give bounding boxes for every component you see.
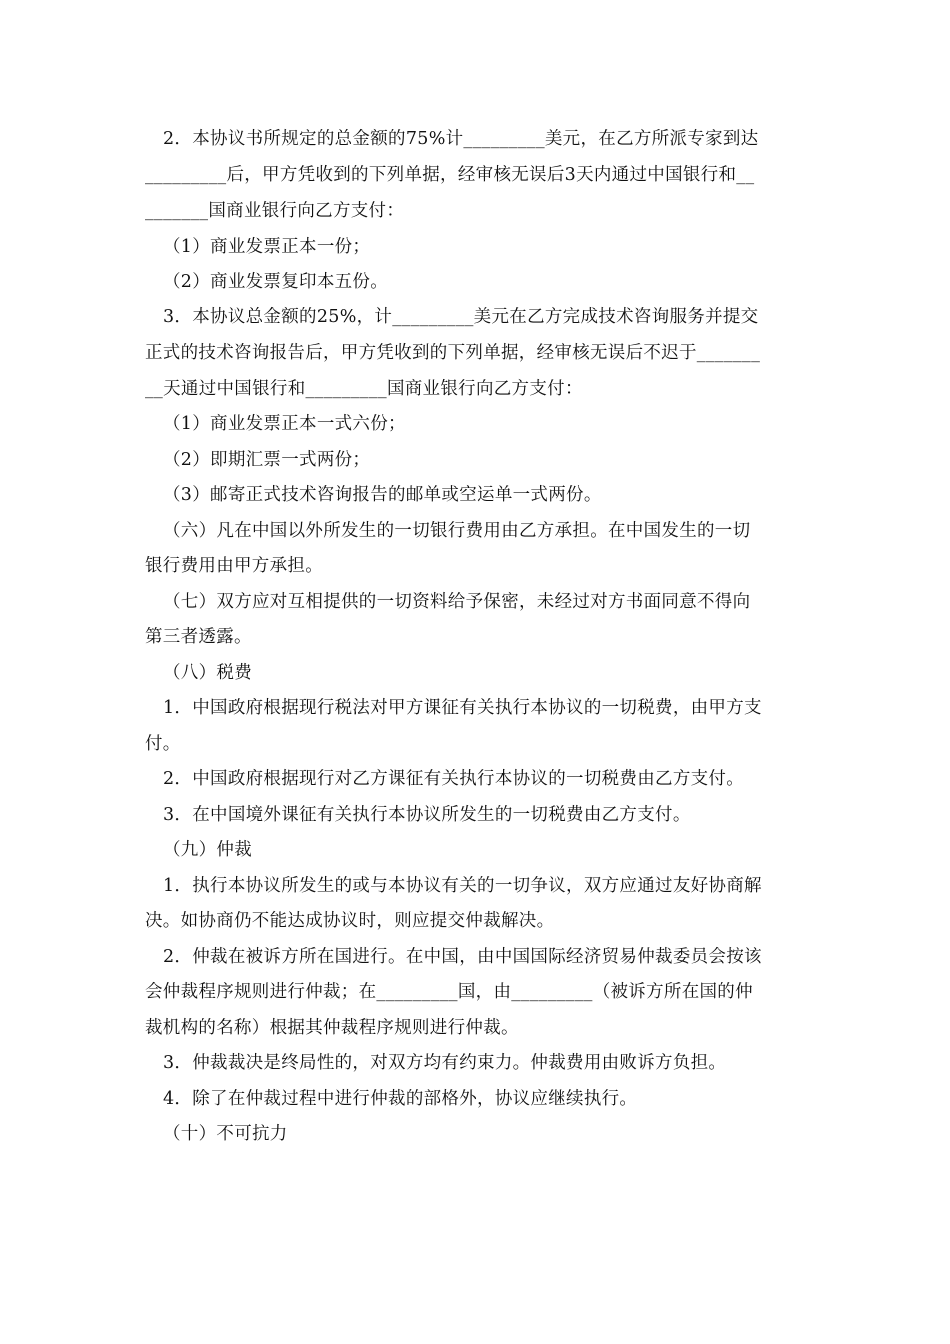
text-line: 会仲裁程序规则进行仲裁；在_________国，由_________（被诉方所在国的仲 — [145, 982, 753, 1002]
text-line: 正式的技术咨询报告后，甲方凭收到的下列单据，经审核无误后不迟于_______ — [145, 343, 761, 363]
text-line: 3．本协议总金额的25%，计_________美元在乙方完成技术咨询服务并提交 — [163, 307, 759, 327]
text-line: （3）邮寄正式技术咨询报告的邮单或空运单一式两份。 — [163, 485, 602, 505]
text-line: 裁机构的名称）根据其仲裁程序规则进行仲裁。 — [145, 1018, 519, 1038]
text-line: 付。 — [145, 734, 181, 754]
text-line: （2）商业发票复印本五份。 — [163, 272, 389, 292]
text-line: 2．本协议书所规定的总金额的75%计_________美元，在乙方所派专家到达 — [163, 129, 759, 149]
text-line: 决。如协商仍不能达成协议时，则应提交仲裁解决。 — [145, 911, 555, 931]
text-line: 2．中国政府根据现行对乙方课征有关执行本协议的一切税费由乙方支付。 — [163, 769, 745, 789]
text-line: _______国商业银行向乙方支付： — [145, 201, 405, 221]
text-line: 1．中国政府根据现行税法对甲方课征有关执行本协议的一切税费，由甲方支 — [163, 698, 762, 718]
text-line: 4．除了在仲裁过程中进行仲裁的部格外，协议应继续执行。 — [163, 1089, 638, 1109]
text-line: 第三者透露。 — [145, 627, 252, 647]
section-heading: （九）仲裁 — [163, 840, 252, 860]
section-heading: （十）不可抗力 — [163, 1124, 288, 1144]
text-line: （1）商业发票正本一份； — [163, 237, 371, 257]
text-line: （七）双方应对互相提供的一切资料给予保密，未经过对方书面同意不得向 — [163, 592, 751, 612]
text-line: _________后，甲方凭收到的下列单据，经审核无误后3天内通过中国银行和__ — [145, 165, 755, 185]
text-line: 银行费用由甲方承担。 — [145, 556, 323, 576]
text-line: 3．仲裁裁决是终局性的，对双方均有约束力。仲裁费用由败诉方负担。 — [163, 1053, 727, 1073]
text-line: __天通过中国银行和_________国商业银行向乙方支付： — [145, 379, 583, 399]
text-line: （2）即期汇票一式两份； — [163, 450, 371, 470]
text-line: 2．仲裁在被诉方所在国进行。在中国，由中国国际经济贸易仲裁委员会按该 — [163, 947, 762, 967]
section-heading: （八）税费 — [163, 663, 252, 683]
text-line: 1．执行本协议所发生的或与本协议有关的一切争议，双方应通过友好协商解 — [163, 876, 762, 896]
text-line: （1）商业发票正本一式六份； — [163, 414, 406, 434]
text-line: 3．在中国境外课征有关执行本协议所发生的一切税费由乙方支付。 — [163, 805, 691, 825]
text-line: （六）凡在中国以外所发生的一切银行费用由乙方承担。在中国发生的一切 — [163, 521, 751, 541]
